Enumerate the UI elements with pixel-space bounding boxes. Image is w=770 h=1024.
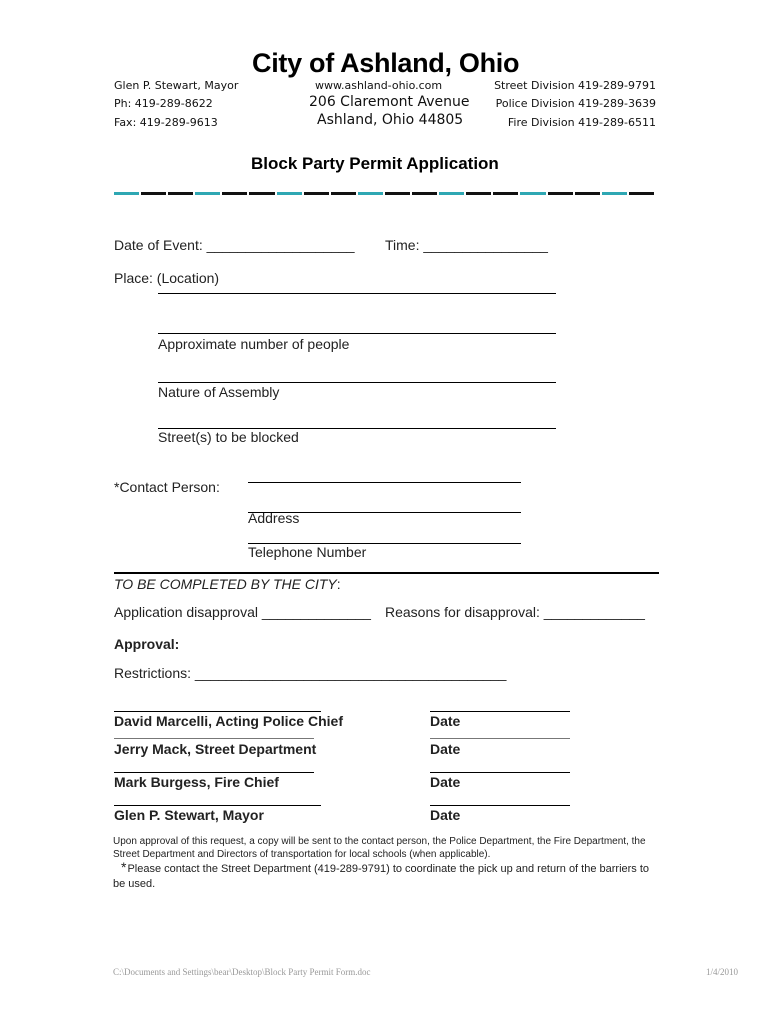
disapproval-field[interactable]: Application disapproval ______________ — [114, 604, 371, 620]
city-section-heading: TO BE COMPLETED BY THE CITY: — [114, 576, 341, 592]
dash-segment — [412, 192, 437, 195]
reasons-field[interactable]: Reasons for disapproval: _____________ — [385, 604, 645, 620]
date-line-mayor[interactable] — [430, 805, 570, 806]
telephone-label: Telephone Number — [248, 544, 367, 560]
place-line-2[interactable] — [158, 333, 556, 334]
place-label: Place: (Location) — [114, 270, 220, 286]
phone-number: Ph: 419-289-8622 — [114, 97, 213, 110]
dash-segment — [277, 192, 302, 195]
approval-label: Approval: — [114, 636, 180, 652]
signature-line-street[interactable] — [114, 738, 314, 739]
date-line-fire[interactable] — [430, 772, 570, 773]
dash-segment — [548, 192, 573, 195]
form-title: Block Party Permit Application — [251, 154, 499, 173]
dash-segment — [520, 192, 545, 195]
address-line1: 206 Claremont Avenue — [309, 94, 470, 110]
dash-segment — [358, 192, 383, 195]
date-label-mayor: Date — [430, 807, 461, 823]
dash-segment — [222, 192, 247, 195]
dash-segment — [249, 192, 274, 195]
barriers-note: *Please contact the Street Department (419-289-9791) to coordinate the pick up and return of the barriers to be used. — [113, 859, 650, 890]
date-line-police[interactable] — [430, 711, 570, 712]
signer-fire-chief: Mark Burgess, Fire Chief — [114, 774, 279, 790]
city-section-divider — [114, 572, 659, 574]
approval-notice: Upon approval of this request, a copy will be sent to the contact person, the Police Department, the Fire Department, the Street Department and Directors of transportation for local schools (when applicable). — [113, 836, 646, 860]
streets-label: Street(s) to be blocked — [158, 429, 299, 445]
dash-segment — [629, 192, 654, 195]
dash-segment — [385, 192, 410, 195]
address-label: Address — [248, 510, 300, 526]
signer-mayor: Glen P. Stewart, Mayor — [114, 807, 264, 823]
signer-police-chief: David Marcelli, Acting Police Chief — [114, 713, 343, 729]
date-label-police: Date — [430, 713, 461, 729]
footer-date: 1/4/2010 — [705, 967, 738, 977]
approx-people-label: Approximate number of people — [158, 336, 350, 352]
dash-segment — [304, 192, 329, 195]
contact-label: *Contact Person: — [114, 479, 220, 495]
dash-segment — [575, 192, 600, 195]
nature-label: Nature of Assembly — [158, 384, 280, 400]
date-label-fire: Date — [430, 774, 461, 790]
city-title: City of Ashland, Ohio — [252, 48, 520, 78]
dash-segment — [168, 192, 193, 195]
signature-line-police[interactable] — [114, 711, 321, 712]
fire-division: Fire Division 419-289-6511 — [507, 116, 656, 129]
dash-segment — [602, 192, 627, 195]
contact-line[interactable] — [248, 482, 521, 483]
signature-line-mayor[interactable] — [114, 805, 321, 806]
date-label-street: Date — [430, 741, 461, 757]
police-division: Police Division 419-289-3639 — [495, 97, 656, 110]
footer-file-path: C:\Documents and Settings\bear\Desktop\Block Party Permit Form.doc — [113, 967, 371, 977]
dash-segment — [141, 192, 166, 195]
date-line-street[interactable] — [430, 738, 570, 739]
date-of-event-field[interactable]: Date of Event: ___________________ — [114, 237, 355, 253]
nature-line[interactable] — [158, 382, 556, 383]
signer-street-dept: Jerry Mack, Street Department — [114, 741, 317, 757]
time-field[interactable]: Time: ________________ — [385, 237, 548, 253]
dash-segment — [331, 192, 356, 195]
signature-line-fire[interactable] — [114, 772, 314, 773]
dash-segment — [114, 192, 139, 195]
dash-segment — [439, 192, 464, 195]
fax-number: Fax: 419-289-9613 — [114, 116, 218, 129]
dash-segment — [195, 192, 220, 195]
street-division: Street Division 419-289-9791 — [494, 79, 656, 92]
decorative-dash-bar — [114, 192, 656, 195]
place-line-1[interactable] — [158, 293, 556, 294]
website: www.ashland-ohio.com — [315, 79, 443, 92]
address-line2: Ashland, Ohio 44805 — [317, 112, 464, 128]
dash-segment — [493, 192, 518, 195]
mayor-name: Glen P. Stewart, Mayor — [114, 79, 239, 92]
restrictions-field[interactable]: Restrictions: ________________________________________ — [114, 665, 507, 681]
dash-segment — [466, 192, 491, 195]
